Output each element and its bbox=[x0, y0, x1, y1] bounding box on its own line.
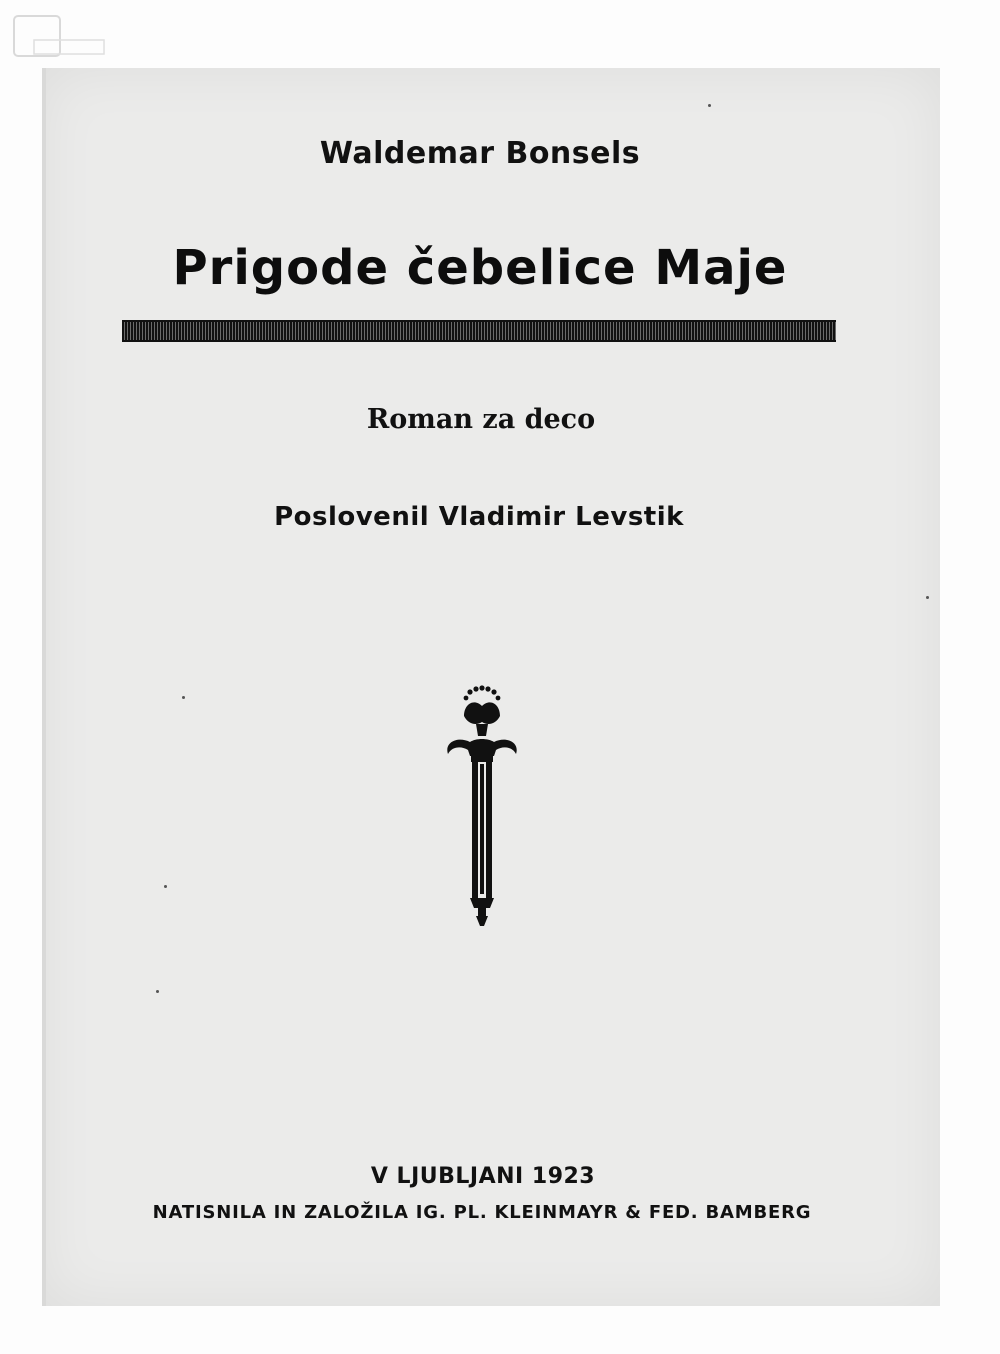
author-name: Waldemar Bonsels bbox=[319, 136, 641, 171]
title-underline-rule bbox=[122, 320, 836, 342]
paper-speck bbox=[182, 696, 185, 699]
paper-speck bbox=[156, 990, 159, 993]
paper-speck bbox=[708, 104, 711, 107]
watermark-logo-icon bbox=[12, 12, 122, 62]
book-subtitle: Roman za deco bbox=[366, 404, 596, 435]
imprint-publisher: NATISNILA IN ZALOŽILA IG. PL. KLEINMAYR & FED. BAMBERG bbox=[152, 1202, 812, 1223]
imprint-city-year: V LJUBLJANI 1923 bbox=[370, 1164, 596, 1189]
translator-credit: Poslovenil Vladimir Levstik bbox=[274, 502, 684, 532]
paper-speck bbox=[164, 885, 167, 888]
paper-speck bbox=[926, 596, 929, 599]
book-title: Prigode čebelice Maje bbox=[172, 240, 788, 296]
torch-ornament-icon bbox=[440, 684, 524, 930]
